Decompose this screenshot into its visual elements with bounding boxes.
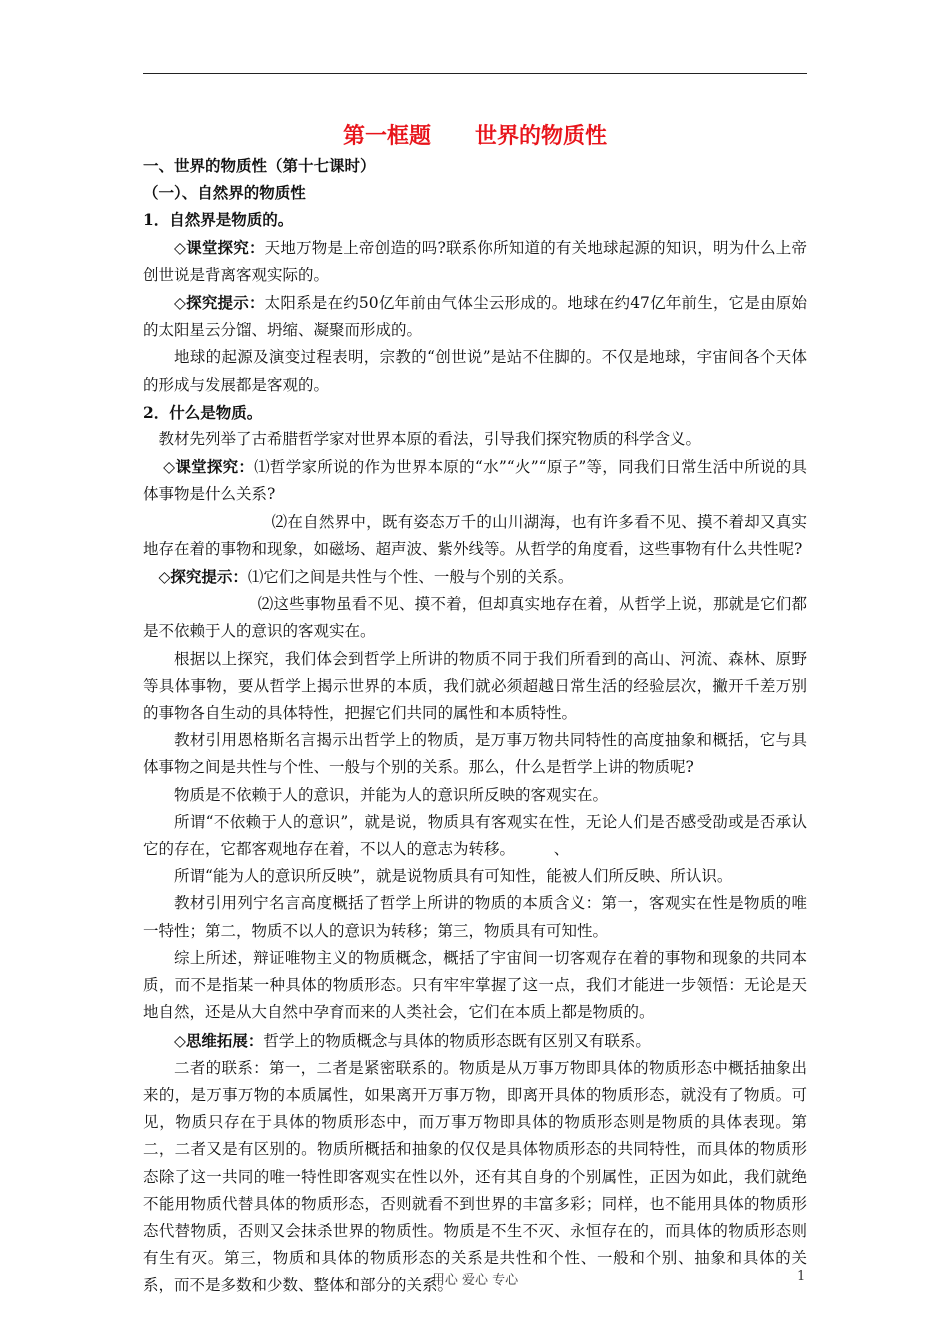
label: ◇探究提示： xyxy=(158,567,248,587)
paragraph: 所谓“不依赖于人的意识”，就是说，物质具有客观实在性，无论人们是否感受劭或是否承认它的存在，它都客观地存在着，不以人的意志为转移。 、 xyxy=(143,812,807,859)
paragraph: 根据以上探究，我们体会到哲学上所讲的物质不同于我们所看到的高山、河流、森林、原野等具体事物，要从哲学上揭示世界的本质，我们就必须超越日常生活的经验层次，撇开千差万别的事物各自生动的具体特性，把握它们共同的属性和本质特性。 xyxy=(143,649,807,723)
point-heading: 2．什么是物质。 xyxy=(143,402,263,422)
subsection-heading: （一）、自然界的物质性 xyxy=(143,183,306,203)
paragraph xyxy=(143,289,807,344)
label: ◇探究提示： xyxy=(174,293,265,313)
paragraph xyxy=(143,1027,807,1055)
document-body xyxy=(143,120,807,1300)
paragraph: 物质是不依赖于人的意识，并能为人的意识所反映的客观实在。 xyxy=(174,785,609,804)
paragraph: 二者的联系：第一，二者是紧密联系的。物质是从万事万物即具体的物质形态中概括抽象出来的，是万事万物的本质属性，如果离开万事万物，即离开具体的物质形态，就没有了物质。可见，物质只存在于具体的物质形态中，而万事万物即具体的物质形态则是物质的具体表现。第二，二者又是有区别的。物质所概括和抽象的仅仅是具体物质形态的共同特性，而具体的物质形态除了这一共同的唯一特性即客观实在性以外，还有其自身的个别属性，正因为如此，我们就绝不能用物质代替具体的物质形态，否则就看不到世界的丰富多彩；同样，也不能用具体的物质形态代替物质，否则又会抹杀世界的物质性。物质是不生不灭、永恒存在的，而具体的物质形态则有生有灭。第三，物质和具体的物质形态的关系是共性和个性、一般和个别、抽象和具体的关系，而不是多数和少数、整体和部分的关系。 xyxy=(143,1058,807,1295)
paragraph: 教材先列举了古希腊哲学家对世界本原的看法，引导我们探究物质的科学含义。 xyxy=(158,430,702,449)
point-heading: 1．自然界是物质的。 xyxy=(143,210,294,230)
paragraph: 教材引用恩格斯名言揭示出哲学上的物质，是万事万物共同特性的高度抽象和概括，它与具体事物之间是共性与个性、一般与个别的关系。那么，什么是哲学上讲的物质呢? xyxy=(143,731,807,777)
label: ◇思维拓展： xyxy=(174,1030,264,1050)
paragraph: 地球的起源及演变过程表明，宗教的“创世说”是站不住脚的。不仅是地球，宇宙间各个天体的形成与发展都是客观的。 xyxy=(143,348,807,394)
paragraph: 综上所述，辩证唯物主义的物质概念，概括了宇宙间一切客观存在着的事物和现象的共同本质，而不是指某一种具体的物质形态。只有牢牢掌握了这一点，我们才能进一步领悟：无论是天地自然，还是从大自然中孕育而来的人类社会，它们在本质上都是物质的。 xyxy=(143,948,807,1022)
paragraph: 教材引用列宁名言高度概括了哲学上所讲的物质的本质含义：第一，客观实在性是物质的唯一特性；第二，物质不以人的意识为转移；第三，物质具有可知性。 xyxy=(143,894,807,940)
paragraph: ⑵这些事物虽看不见、摸不着，但却真实地存在着，从哲学上说，那就是它们都是不依赖于人的意识的客观实在。 xyxy=(143,595,807,641)
label: ◇课堂探究： xyxy=(163,457,255,477)
paragraph xyxy=(143,563,807,591)
paragraph: 所谓“能为人的意识所反映”，就是说物质具有可知性，能被人们所反映、所认识。 xyxy=(174,867,733,886)
paragraph: ⑵在自然界中，既有姿态万千的山川湖海，也有许多看不见、摸不着却又真实地存在着的事物和现象，如磁场、超声波、紫外线等。从哲学的角度看，这些事物有什么共性呢? xyxy=(143,512,807,558)
page-title: 第一框题 世界的物质性 xyxy=(342,123,607,149)
section-heading: 一、世界的物质性（第十七课时） xyxy=(143,156,376,175)
paragraph xyxy=(143,234,807,289)
page-number: 1 xyxy=(797,1269,806,1284)
footer-motto: 用心 爱心 专心 xyxy=(431,1273,519,1288)
paragraph-text: 哲学上的物质概念与具体的物质形态既有区别又有联系。 xyxy=(263,1031,651,1050)
paragraph xyxy=(143,453,807,508)
paragraph-text: 天地万物是上帝创造的吗?联系你所知道的有关地球起源的知识，明为什么上帝创世说是背离客观实际的。 xyxy=(143,238,807,284)
paragraph-text: 太阳系是在约50亿年前由气体尘云形成的。地球在约47亿年前生，它是由原始的太阳星云分馏、坍缩、凝聚而形成的。 xyxy=(143,294,807,340)
paragraph-text: ⑴哲学家所说的作为世界本原的“水”“火”“原子”等，同我们日常生活中所说的具体事物是什么关系? xyxy=(143,458,807,504)
label: ◇课堂探究： xyxy=(174,237,265,257)
paragraph-text: ⑴它们之间是共性与个性、一般与个别的关系。 xyxy=(247,568,574,587)
header-rule xyxy=(143,73,807,74)
